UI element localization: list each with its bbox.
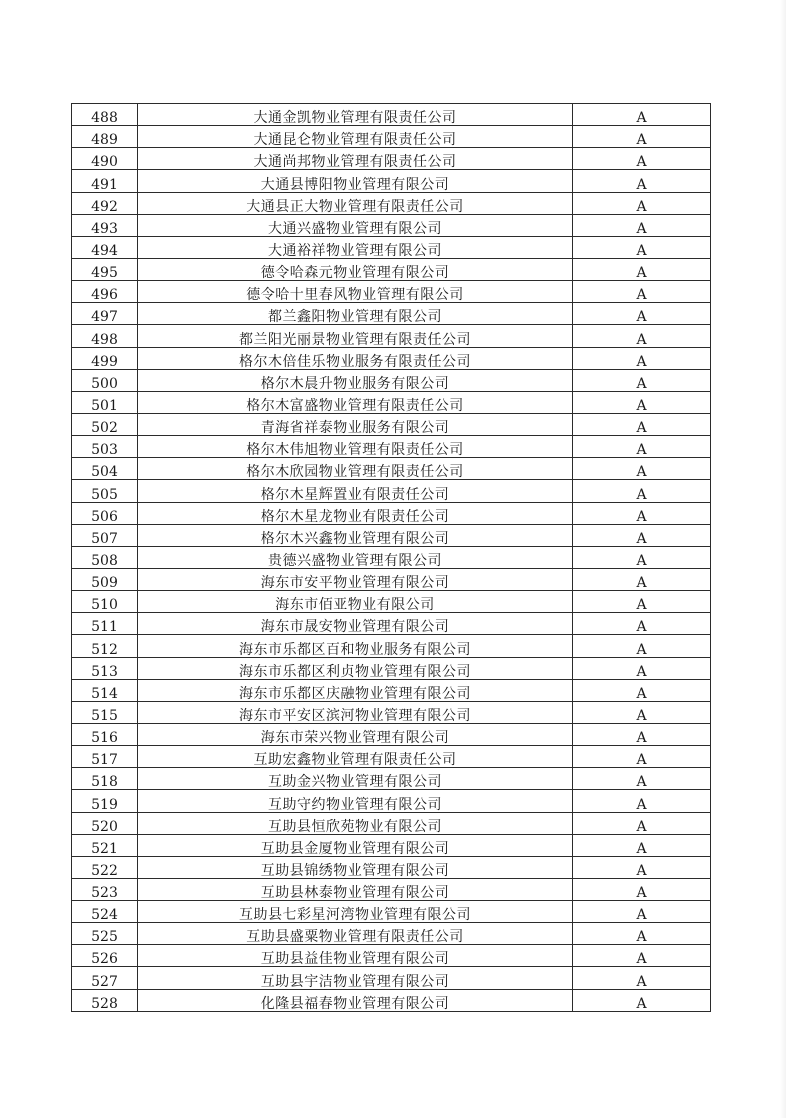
grade-value: A [573,834,711,856]
row-number: 500 [72,369,138,391]
grade-value: A [573,591,711,613]
table-row [72,901,711,923]
table-row [72,281,711,303]
company-name: 格尔木伟旭物业管理有限责任公司 [138,436,573,458]
grade-value: A [573,878,711,900]
table-body [72,104,711,1012]
row-number: 502 [72,413,138,435]
company-name: 大通尚邦物业管理有限责任公司 [138,148,573,170]
grade-value: A [573,524,711,546]
company-name: 贵德兴盛物业管理有限公司 [138,546,573,568]
company-name: 互助县盛粟物业管理有限责任公司 [138,923,573,945]
company-name: 格尔木欣园物业管理有限责任公司 [138,458,573,480]
company-name: 互助县林泰物业管理有限公司 [138,878,573,900]
table-row [72,812,711,834]
grade-value: A [573,391,711,413]
grade-value: A [573,546,711,568]
company-name: 格尔木星辉置业有限责任公司 [138,480,573,502]
grade-value: A [573,967,711,989]
company-name: 海东市平安区滨河物业管理有限公司 [138,701,573,723]
row-number: 491 [72,170,138,192]
row-number: 519 [72,790,138,812]
table-row [72,679,711,701]
row-number: 493 [72,214,138,236]
row-number: 512 [72,635,138,657]
grade-value: A [573,613,711,635]
company-grade-table [71,103,711,1012]
row-number: 497 [72,303,138,325]
row-number: 508 [72,546,138,568]
company-name: 互助县恒欣苑物业有限公司 [138,812,573,834]
company-name: 大通县正大物业管理有限责任公司 [138,192,573,214]
table-row [72,391,711,413]
company-name: 互助县益佳物业管理有限公司 [138,945,573,967]
table-row [72,834,711,856]
table-row [72,701,711,723]
row-number: 496 [72,281,138,303]
row-number: 520 [72,812,138,834]
table-row [72,591,711,613]
row-number: 514 [72,679,138,701]
table-row [72,436,711,458]
company-name: 海东市乐都区利贞物业管理有限公司 [138,657,573,679]
company-name: 都兰鑫阳物业管理有限公司 [138,303,573,325]
scan-edge-shadow [780,0,786,1118]
row-number: 527 [72,967,138,989]
grade-value: A [573,768,711,790]
row-number: 505 [72,480,138,502]
table-row [72,258,711,280]
row-number: 492 [72,192,138,214]
table-row [72,878,711,900]
row-number: 528 [72,989,138,1011]
grade-value: A [573,258,711,280]
table-row [72,989,711,1011]
grade-value: A [573,679,711,701]
grade-value: A [573,236,711,258]
company-name: 格尔木富盛物业管理有限责任公司 [138,391,573,413]
row-number: 490 [72,148,138,170]
grade-value: A [573,923,711,945]
grade-value: A [573,790,711,812]
company-name: 海东市安平物业管理有限公司 [138,568,573,590]
row-number: 499 [72,347,138,369]
grade-value: A [573,746,711,768]
row-number: 524 [72,901,138,923]
grade-value: A [573,170,711,192]
grade-value: A [573,303,711,325]
table-row [72,546,711,568]
table-row [72,967,711,989]
table-row [72,458,711,480]
company-name: 青海省祥泰物业服务有限公司 [138,413,573,435]
company-name: 德令哈森元物业管理有限公司 [138,258,573,280]
table-row [72,856,711,878]
company-name: 互助金兴物业管理有限公司 [138,768,573,790]
company-name: 格尔木晨升物业服务有限公司 [138,369,573,391]
grade-value: A [573,945,711,967]
table-row [72,746,711,768]
table-row [72,126,711,148]
grade-value: A [573,413,711,435]
grade-value: A [573,657,711,679]
row-number: 515 [72,701,138,723]
table-row [72,723,711,745]
company-name: 海东市佰亚物业有限公司 [138,591,573,613]
company-name: 互助宏鑫物业管理有限责任公司 [138,746,573,768]
row-number: 507 [72,524,138,546]
table-row [72,568,711,590]
company-name: 互助县金厦物业管理有限公司 [138,834,573,856]
table-row [72,657,711,679]
table-row [72,413,711,435]
grade-value: A [573,436,711,458]
table-row [72,148,711,170]
row-number: 518 [72,768,138,790]
row-number: 498 [72,325,138,347]
grade-value: A [573,347,711,369]
grade-value: A [573,369,711,391]
company-name: 格尔木倍佳乐物业服务有限责任公司 [138,347,573,369]
company-name: 海东市乐都区百和物业服务有限公司 [138,635,573,657]
table-row [72,236,711,258]
grade-value: A [573,126,711,148]
table-row [72,104,711,126]
table-row [72,170,711,192]
grade-value: A [573,723,711,745]
grade-value: A [573,901,711,923]
row-number: 510 [72,591,138,613]
table-row [72,502,711,524]
row-number: 513 [72,657,138,679]
table-row [72,303,711,325]
company-name: 化隆县福春物业管理有限公司 [138,989,573,1011]
company-name: 大通兴盛物业管理有限公司 [138,214,573,236]
grade-value: A [573,480,711,502]
company-name: 大通县博阳物业管理有限公司 [138,170,573,192]
company-name: 大通裕祥物业管理有限公司 [138,236,573,258]
company-name: 大通昆仑物业管理有限责任公司 [138,126,573,148]
company-name: 格尔木兴鑫物业管理有限公司 [138,524,573,546]
grade-value: A [573,568,711,590]
grade-value: A [573,281,711,303]
table-row [72,214,711,236]
table-row [72,790,711,812]
company-name: 互助县宇洁物业管理有限公司 [138,967,573,989]
company-name: 格尔木星龙物业有限责任公司 [138,502,573,524]
row-number: 501 [72,391,138,413]
row-number: 489 [72,126,138,148]
row-number: 504 [72,458,138,480]
row-number: 509 [72,568,138,590]
table-row [72,635,711,657]
company-name: 互助县七彩星河湾物业管理有限公司 [138,901,573,923]
table-row [72,923,711,945]
grade-value: A [573,989,711,1011]
table-row [72,480,711,502]
grade-value: A [573,812,711,834]
row-number: 495 [72,258,138,280]
table-row [72,945,711,967]
grade-value: A [573,192,711,214]
table-row [72,613,711,635]
row-number: 525 [72,923,138,945]
grade-value: A [573,325,711,347]
row-number: 517 [72,746,138,768]
table-row [72,347,711,369]
row-number: 526 [72,945,138,967]
company-name: 大通金凯物业管理有限责任公司 [138,104,573,126]
row-number: 503 [72,436,138,458]
row-number: 516 [72,723,138,745]
row-number: 521 [72,834,138,856]
table-row [72,369,711,391]
grade-value: A [573,502,711,524]
grade-value: A [573,214,711,236]
company-name: 互助县锦绣物业管理有限公司 [138,856,573,878]
row-number: 523 [72,878,138,900]
company-name: 海东市荣兴物业管理有限公司 [138,723,573,745]
company-name: 海东市乐都区庆融物业管理有限公司 [138,679,573,701]
row-number: 488 [72,104,138,126]
table-row [72,325,711,347]
grade-value: A [573,104,711,126]
company-name: 德令哈十里春风物业管理有限公司 [138,281,573,303]
row-number: 511 [72,613,138,635]
table-row [72,524,711,546]
company-name: 海东市晟安物业管理有限公司 [138,613,573,635]
grade-value: A [573,701,711,723]
grade-value: A [573,148,711,170]
table-row [72,192,711,214]
grade-value: A [573,856,711,878]
grade-value: A [573,635,711,657]
grade-value: A [573,458,711,480]
row-number: 506 [72,502,138,524]
company-name: 互助守约物业管理有限公司 [138,790,573,812]
row-number: 522 [72,856,138,878]
company-name: 都兰阳光丽景物业管理有限责任公司 [138,325,573,347]
table-row [72,768,711,790]
row-number: 494 [72,236,138,258]
